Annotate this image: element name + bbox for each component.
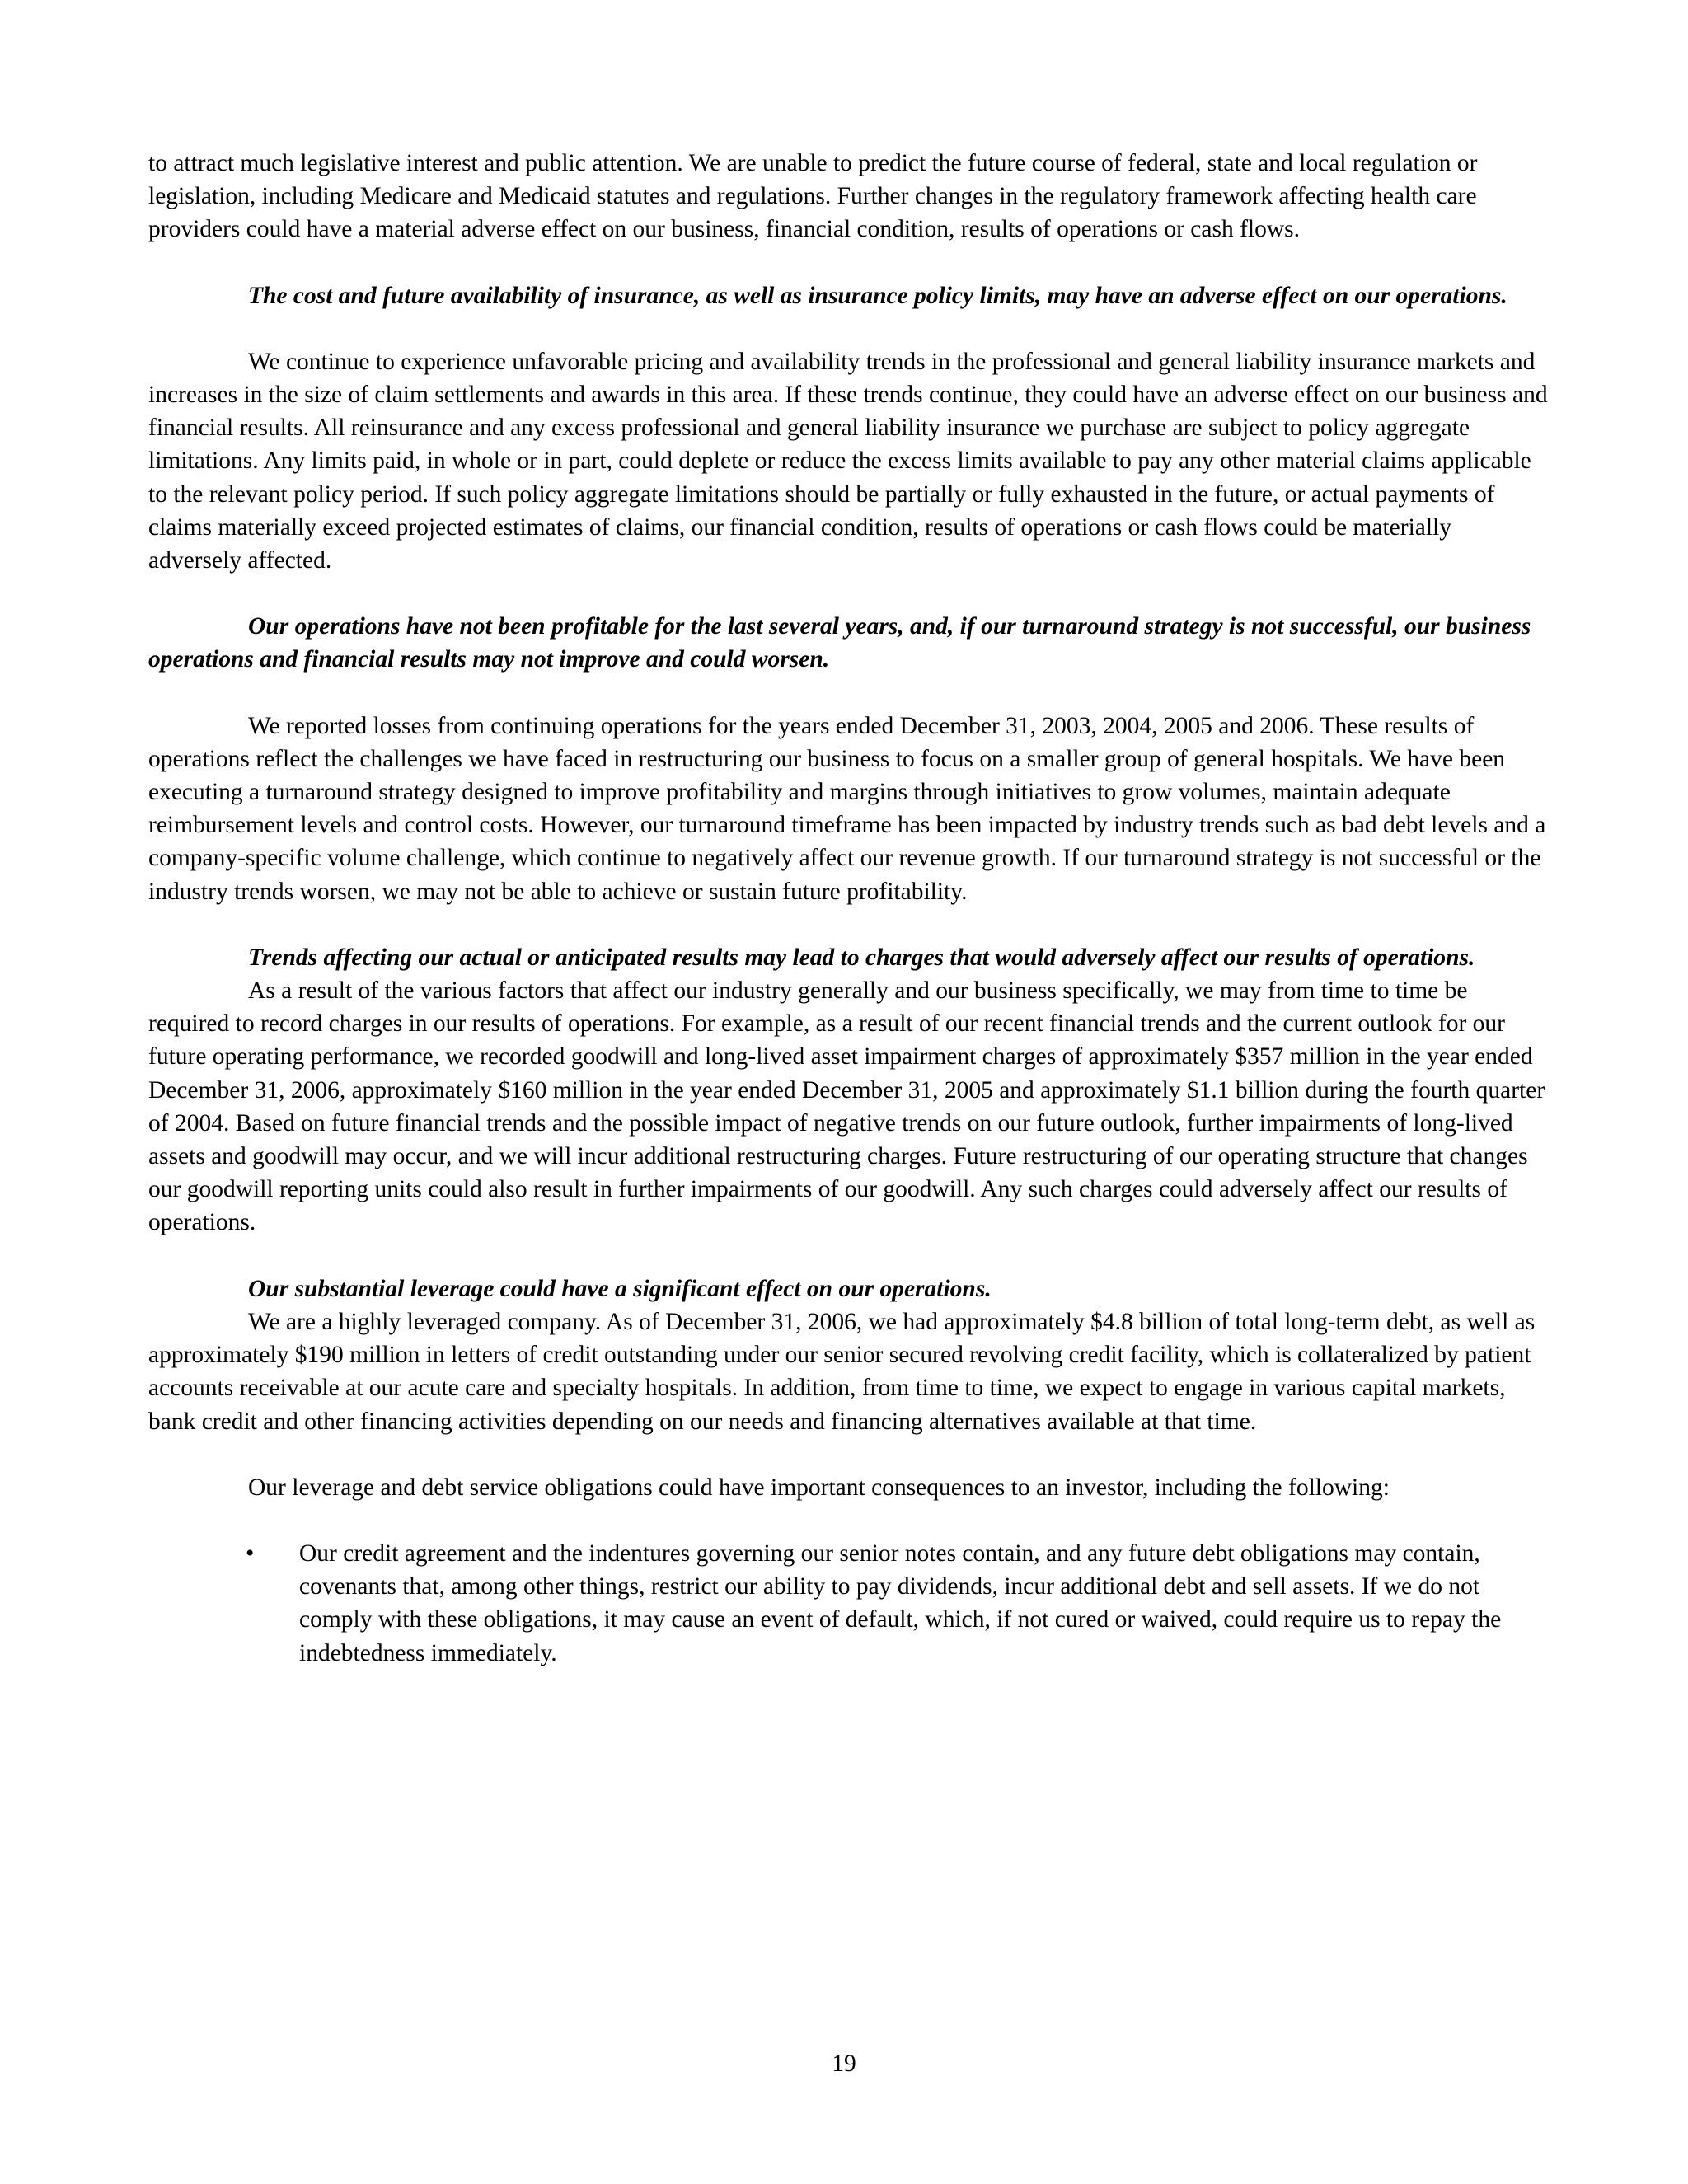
opening-paragraph: to attract much legislative interest and public attention. We are unable to predict the future course of federal, state and local regulation or legislation, including Medicare and Medicaid statutes and regulations. Further changes in the regulatory framework affecting health care providers could have a material adverse effect on our business, financial condition, results of operations or cash flows. xyxy=(148,150,1478,243)
section-paragraph-insurance: We continue to experience unfavorable pricing and availability trends in the professional and general liability insurance markets and increases in the size of claim settlements and awards in this area. If these trends continue, they could have an adverse effect on our business and financial results. All reinsurance and any excess professional and general liability insurance we purchase are subject to policy aggregate limitations. Any limits paid, in whole or in part, could deplete or reduce the excess limits available to pay any other material claims applicable to the relevant policy period. If such policy aggregate limitations should be partially or fully exhausted in the future, or actual payments of claims materially exceed projected estimates of claims, our financial condition, results of operations or cash flows could be materially adversely affected. xyxy=(148,348,1548,574)
section-heading-insurance: The cost and future availability of insurance, as well as insurance policy limits, may have an adverse effect on our operations. xyxy=(248,282,1507,309)
section-heading-profitability: Our operations have not been profitable for the last several years, and, if our turnaround strategy is not successful, our business operations and financial results may not improve and could worsen. xyxy=(148,613,1531,673)
section-paragraph-consequences: Our leverage and debt service obligations could have important consequences to an investor, including the following: xyxy=(248,1474,1390,1501)
bullet-text: Our credit agreement and the indentures governing our senior notes contain, and any future debt obligations may contain, covenants that, among other things, restrict our ability to pay dividends, incur additional debt and sell assets. If we do not comply with these obligations, it may cause an event of default, which, if not cured or waived, could require us to repay the indebtedness immediately. xyxy=(299,1540,1502,1666)
section-heading-leverage: Our substantial leverage could have a significant effect on our operations. xyxy=(248,1275,992,1302)
document-body xyxy=(148,147,1550,1670)
bullet-mark: • xyxy=(246,1540,255,1567)
section-heading-charges: Trends affecting our actual or anticipated results may lead to charges that would adversely affect our results of operations. xyxy=(248,944,1475,971)
section-paragraph-profitability: We reported losses from continuing operations for the years ended December 31, 2003, 2004, 2005 and 2006. These results of operations reflect the challenges we have faced in restructuring our business to focus on a smaller group of general hospitals. We have been executing a turnaround strategy designed to improve profitability and margins through initiatives to grow volumes, maintain adequate reimbursement levels and control costs. However, our turnaround timeframe has been impacted by industry trends such as bad debt levels and a company-specific volume challenge, which continue to negatively affect our revenue growth. If our turnaround strategy is not successful or the industry trends worsen, we may not be able to achieve or sustain future profitability. xyxy=(148,712,1546,905)
section-paragraph-charges: As a result of the various factors that affect our industry generally and our business specifically, we may from time to time be required to record charges in our results of operations. For example, as a result of our recent financial trends and the current outlook for our future operating performance, we recorded goodwill and long-lived asset impairment charges of approximately $357 million in the year ended December 31, 2006, approximately $160 million in the year ended December 31, 2005 and approximately $1.1 billion during the fourth quarter of 2004. Based on future financial trends and the possible impact of negative trends on our future outlook, further impairments of long-lived assets and goodwill may occur, and we will incur additional restructuring charges. Future restructuring of our operating structure that changes our goodwill reporting units could also result in further impairments of our goodwill. Any such charges could adversely affect our results of operations. xyxy=(148,977,1545,1236)
bullet-item xyxy=(246,1537,1550,1670)
page-number: 19 xyxy=(832,2050,856,2077)
section-paragraph-leverage: We are a highly leveraged company. As of December 31, 2006, we had approximately $4.8 billion of total long-term debt, as well as approximately $190 million in letters of credit outstanding under our senior secured revolving credit facility, which is collateralized by patient accounts receivable at our acute care and specialty hospitals. In addition, from time to time, we expect to engage in various capital markets, bank credit and other financing activities depending on our needs and financing alternatives available at that time. xyxy=(148,1308,1536,1435)
